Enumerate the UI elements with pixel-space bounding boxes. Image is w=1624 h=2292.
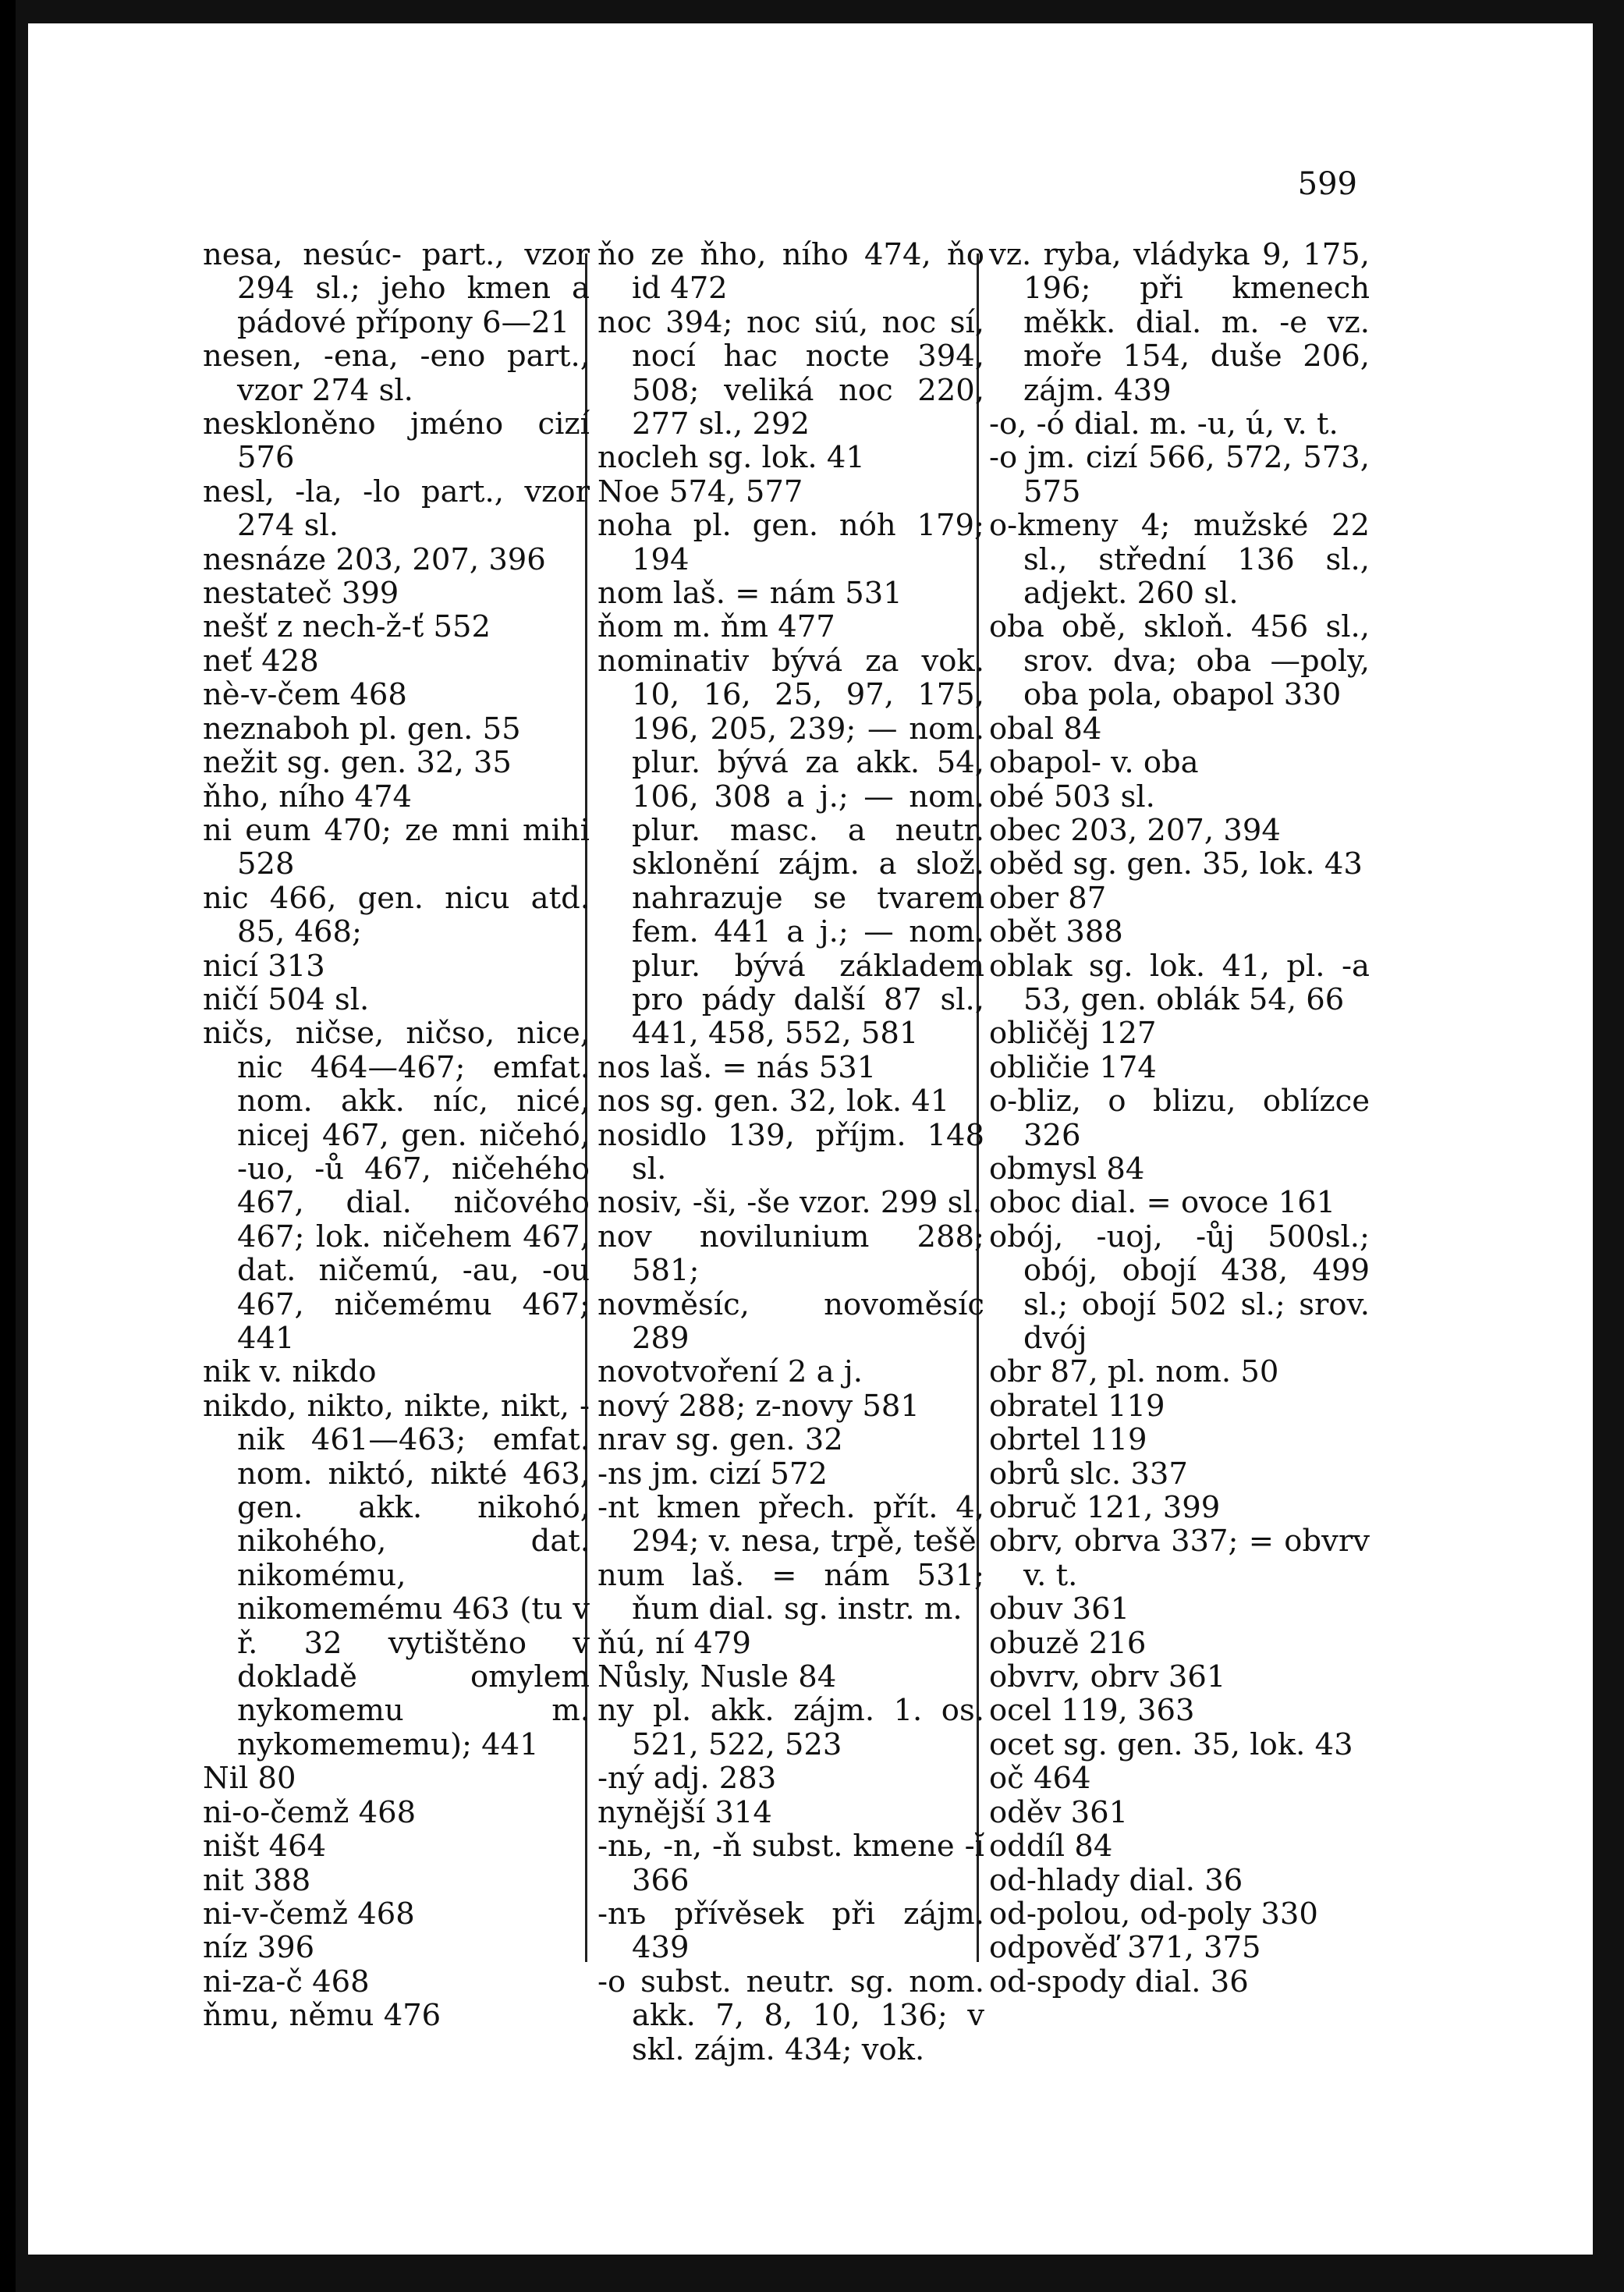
index-entry: nicí 313 (203, 948, 325, 984)
index-entry: ny pl. akk. zájm. 1. os. 521, 522, 523 (597, 1693, 984, 1762)
index-entry: novotvoření 2 a j. (597, 1354, 863, 1390)
index-entry: -ný adj. 283 (597, 1761, 777, 1797)
index-entry: o-kmeny 4; mužské 22 sl., střední 136 sl., adjekt. 260 sl. (989, 508, 1370, 612)
index-entry: nominativ bývá za vok. 10, 16, 25, 97, 175, 196, 205, 239; — nom. plur. bývá za akk. 54, 106, 308 a j.; — nom. plur. masc. a neutr. sklonění zájm. a slož. nahrazuje se tvarem fem. 441 a j.; — nom. plur. bývá základem pro pády další 87 sl., 441, 458, 552, 581 (597, 643, 984, 1052)
index-entry: oboc dial. = ovoce 161 (989, 1185, 1336, 1221)
index-entry: nik v. nikdo (203, 1354, 377, 1390)
index-entry: ober 87 (989, 880, 1107, 916)
index-entry: -nь, -n, -ň subst. kmene -ĭ 366 (597, 1829, 984, 1898)
index-entry: nrav sg. gen. 32 (597, 1422, 843, 1458)
index-entry: oč 464 (989, 1761, 1091, 1797)
index-column-2 (597, 238, 984, 2067)
index-entry: odpověď 371, 375 (989, 1930, 1261, 1966)
index-entry: nový 288; z-novy 581 (597, 1388, 920, 1424)
index-entry: ňo ze ňho, ního 474, ňo id 472 (597, 237, 984, 307)
index-entry: num laš. = nám 531; ňum dial. sg. instr. m. (597, 1557, 984, 1627)
index-entry: obět 388 (989, 914, 1123, 950)
index-entry: ňho, ního 474 (203, 779, 413, 814)
index-entry: ňom m. ňm 477 (597, 609, 835, 645)
index-entry: nic 466, gen. nicu atd. 85, 468; (203, 880, 590, 950)
index-entry: nocleh sg. lok. 41 (597, 440, 865, 476)
index-entry: nikdo, nikto, nikte, nikt, -nik 461—463; emfat. nom. niktó, nikté 463, gen. akk. nikohó, nikohého, dat. nikomému, nikomemému 463 (tu v ř. 32 vytištěno v dokladě omylem nykomemu m. nykomememu); 441 (203, 1388, 590, 1762)
index-entry: ocet sg. gen. 35, lok. 43 (989, 1726, 1353, 1762)
page-number: 599 (1297, 166, 1357, 202)
index-entry: oba obě, skloň. 456 sl., srov. dva; oba —poly, oba pola, obapol 330 (989, 609, 1370, 713)
index-entry: -o jm. cizí 566, 572, 573, 575 (989, 440, 1370, 509)
index-entry: obvrv, obrv 361 (989, 1659, 1226, 1695)
index-entry: ni-v-čemž 468 (203, 1896, 415, 1932)
index-entry: neznaboh pl. gen. 55 (203, 711, 521, 747)
index-entry: obr 87, pl. nom. 50 (989, 1354, 1279, 1390)
index-entry: obapol- v. oba (989, 745, 1199, 781)
index-entry: ocel 119, 363 (989, 1693, 1195, 1729)
index-entry: od-hlady dial. 36 (989, 1862, 1243, 1898)
index-entry: nynější 314 (597, 1794, 772, 1830)
index-column-1 (203, 238, 590, 2033)
index-entry: nosiv, -ši, -še vzor. 299 sl. (597, 1185, 982, 1221)
scan-edge (0, 0, 16, 2292)
index-entry: oblak sg. lok. 41, pl. -a 53, gen. oblák 54, 66 (989, 948, 1370, 1017)
index-entry: ňmu, němu 476 (203, 1998, 441, 2034)
index-entry: nosidlo 139, příjm. 148 sl. (597, 1117, 984, 1187)
index-entry: ni-o-čemž 468 (203, 1794, 417, 1830)
index-entry: obličěj 127 (989, 1016, 1157, 1052)
index-entry: obec 203, 207, 394 (989, 812, 1281, 848)
index-entry: ničí 504 sl. (203, 981, 370, 1017)
index-entry: oběd sg. gen. 35, lok. 43 (989, 846, 1363, 882)
index-entry: obmysl 84 (989, 1151, 1145, 1187)
index-entry: obuv 361 (989, 1591, 1130, 1627)
index-entry: Nil 80 (203, 1761, 296, 1797)
index-entry: nešť z nech-ž-ť 552 (203, 609, 491, 645)
index-entry: neskloněno jméno cizí 576 (203, 406, 590, 476)
index-entry: obličie 174 (989, 1049, 1157, 1085)
index-entry: obal 84 (989, 711, 1102, 747)
index-entry: obrv, obrva 337; = obvrv v. t. (989, 1524, 1370, 1593)
index-entry: ni eum 470; ze mni mihi 528 (203, 812, 590, 882)
index-entry: nè-v-čem 468 (203, 677, 407, 713)
index-entry: obuzě 216 (989, 1625, 1147, 1661)
index-entry: vz. ryba, vládyka 9, 175, 196; při kmenech měkk. dial. m. -e vz. moře 154, duše 206, zájm. 439 (989, 237, 1370, 408)
index-entry: obratel 119 (989, 1388, 1165, 1424)
index-entry: nit 388 (203, 1862, 311, 1898)
index-entry: níz 396 (203, 1930, 315, 1966)
index-entry: obruč 121, 399 (989, 1490, 1221, 1526)
index-entry: obrů slc. 337 (989, 1456, 1188, 1492)
index-entry: nos laš. = nás 531 (597, 1049, 877, 1085)
index-entry: -nъ přívěsek při zájm. 439 (597, 1896, 984, 1966)
index-entry: novměsíc, novoměsíc 289 (597, 1286, 984, 1356)
index-entry: nesa, nesúc- part., vzor 294 sl.; jeho kmen a pádové přípony 6—21 (203, 237, 590, 340)
index-entry: oddíl 84 (989, 1829, 1113, 1864)
index-entry: Noe 574, 577 (597, 474, 803, 509)
index-entry: obé 503 sl. (989, 779, 1155, 814)
index-entry: ňú, ní 479 (597, 1625, 751, 1661)
index-entry: od-spody dial. 36 (989, 1964, 1249, 1999)
index-entry: od-polou, od-poly 330 (989, 1896, 1318, 1932)
index-entry: obrtel 119 (989, 1422, 1147, 1458)
index-entry: noc 394; noc siú, noc sí, nocí hac nocte 394, 508; veliká noc 220, 277 sl., 292 (597, 304, 984, 442)
index-entry: nom laš. = nám 531 (597, 576, 902, 612)
index-entry: nesen, -ena, -eno part., vzor 274 sl. (203, 339, 590, 408)
index-entry: ništ 464 (203, 1829, 327, 1864)
index-entry: Nůsly, Nusle 84 (597, 1659, 837, 1695)
index-entry: -nt kmen přech. přít. 4, 294; v. nesa, trpě, tešě (597, 1490, 984, 1559)
index-column-3 (989, 238, 1370, 1999)
index-entry: ni-za-č 468 (203, 1964, 370, 1999)
index-entry: noha pl. gen. nóh 179; 194 (597, 508, 984, 577)
index-entry: nežit sg. gen. 32, 35 (203, 745, 512, 781)
index-entry: nov novilunium 288; 581; (597, 1219, 984, 1289)
index-entry: -ns jm. cizí 572 (597, 1456, 828, 1492)
index-entry: -o subst. neutr. sg. nom. akk. 7, 8, 10, 136; v skl. zájm. 434; vok. (597, 1964, 984, 2067)
index-entry: ničs, ničse, ničso, nice, nic 464—467; emfat. nom. akk. níc, nicé, nicej 467, gen. ničehó, -uo, -ů 467, ničehého 467, dial. ničového 467; lok. ničehem 467, dat. ničemú, -au, -ou 467, ničemému 467; 441 (203, 1016, 590, 1356)
index-entry: obój, -uoj, -ůj 500sl.; obój, obojí 438, 499 sl.; obojí 502 sl.; srov. dvój (989, 1219, 1370, 1356)
index-entry: oděv 361 (989, 1794, 1129, 1830)
index-entry: o-bliz, o blizu, oblízce 326 (989, 1084, 1370, 1153)
index-entry: -o, -ó dial. m. -u, ú, v. t. (989, 406, 1339, 442)
index-entry: nos sg. gen. 32, lok. 41 (597, 1084, 950, 1119)
index-entry: nesl, -la, -lo part., vzor 274 sl. (203, 474, 590, 544)
index-entry: neť 428 (203, 643, 319, 679)
index-entry: nestateč 399 (203, 576, 399, 612)
index-entry: nesnáze 203, 207, 396 (203, 541, 546, 577)
